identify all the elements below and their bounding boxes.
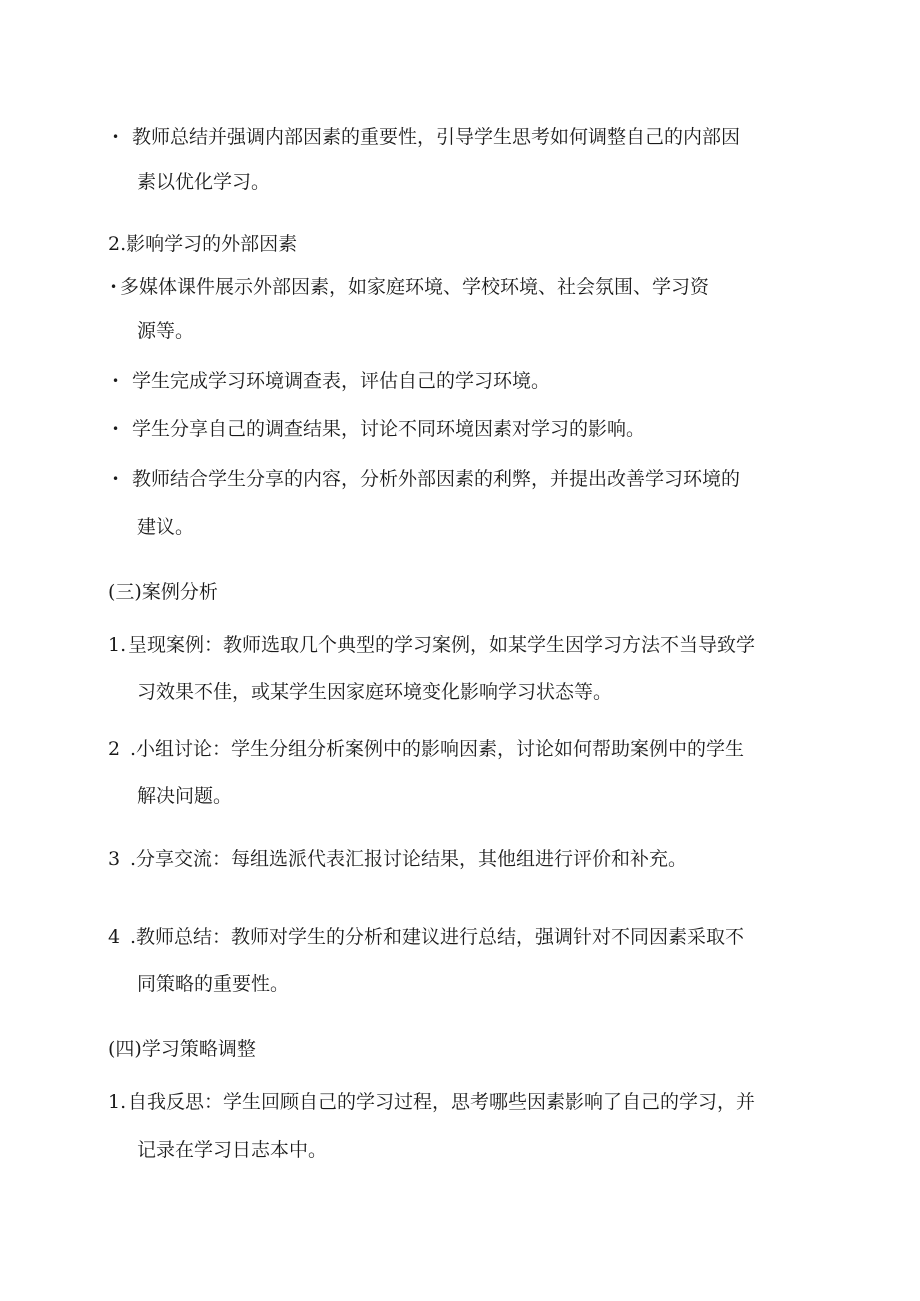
- list-number: 2: [108, 738, 121, 760]
- list-number: 1.: [108, 634, 127, 656]
- paragraph-line: 多媒体课件展示外部因素，如家庭环境、学校环境、社会氛围、学习资: [120, 276, 710, 298]
- paragraph-line: 学生完成学习环境调查表，评估自己的学习环境。: [132, 370, 551, 392]
- bullet-icon: •: [112, 472, 120, 486]
- section-heading: (三)案例分析: [108, 581, 218, 603]
- paragraph-line: 习效果不佳，或某学生因家庭环境变化影响学习状态等。: [137, 681, 613, 703]
- list-number: 4: [108, 926, 121, 948]
- paragraph-line: .教师总结：教师对学生的分析和建议进行总结，强调针对不同因素采取不: [130, 926, 745, 948]
- section-heading: (四)学习策略调整: [108, 1038, 256, 1060]
- list-number: 1.: [108, 1091, 127, 1113]
- paragraph-line: 教师总结并强调内部因素的重要性，引导学生思考如何调整自己的内部因: [132, 126, 741, 148]
- bullet-icon: •: [112, 422, 120, 436]
- paragraph-line: .分享交流：每组选派代表汇报讨论结果，其他组进行评价和补充。: [130, 848, 688, 870]
- paragraph-line: 解决问题。: [137, 785, 233, 807]
- paragraph-line: 记录在学习日志本中。: [137, 1139, 328, 1161]
- paragraph-line: 建议。: [137, 516, 195, 538]
- paragraph-line: .小组讨论：学生分组分析案例中的影响因素，讨论如何帮助案例中的学生: [130, 738, 745, 760]
- paragraph-line: 源等。: [137, 320, 195, 342]
- section-heading: 2.影响学习的外部因素: [108, 233, 298, 255]
- bullet-icon: •: [112, 374, 120, 388]
- paragraph-line: 学生分享自己的调查结果，讨论不同环境因素对学习的影响。: [132, 418, 646, 440]
- bullet-icon: •: [112, 130, 120, 144]
- paragraph-line: 素以优化学习。: [137, 171, 271, 193]
- bullet-icon: •: [110, 280, 118, 294]
- paragraph-line: 教师结合学生分享的内容，分析外部因素的利弊，并提出改善学习环境的: [132, 468, 741, 490]
- list-number: 3: [108, 848, 121, 870]
- paragraph-line: 呈现案例：教师选取几个典型的学习案例，如某学生因学习方法不当导致学: [128, 634, 756, 656]
- paragraph-line: 自我反思：学生回顾自己的学习过程，思考哪些因素影响了自己的学习，并: [128, 1091, 756, 1113]
- paragraph-line: 同策略的重要性。: [137, 973, 290, 995]
